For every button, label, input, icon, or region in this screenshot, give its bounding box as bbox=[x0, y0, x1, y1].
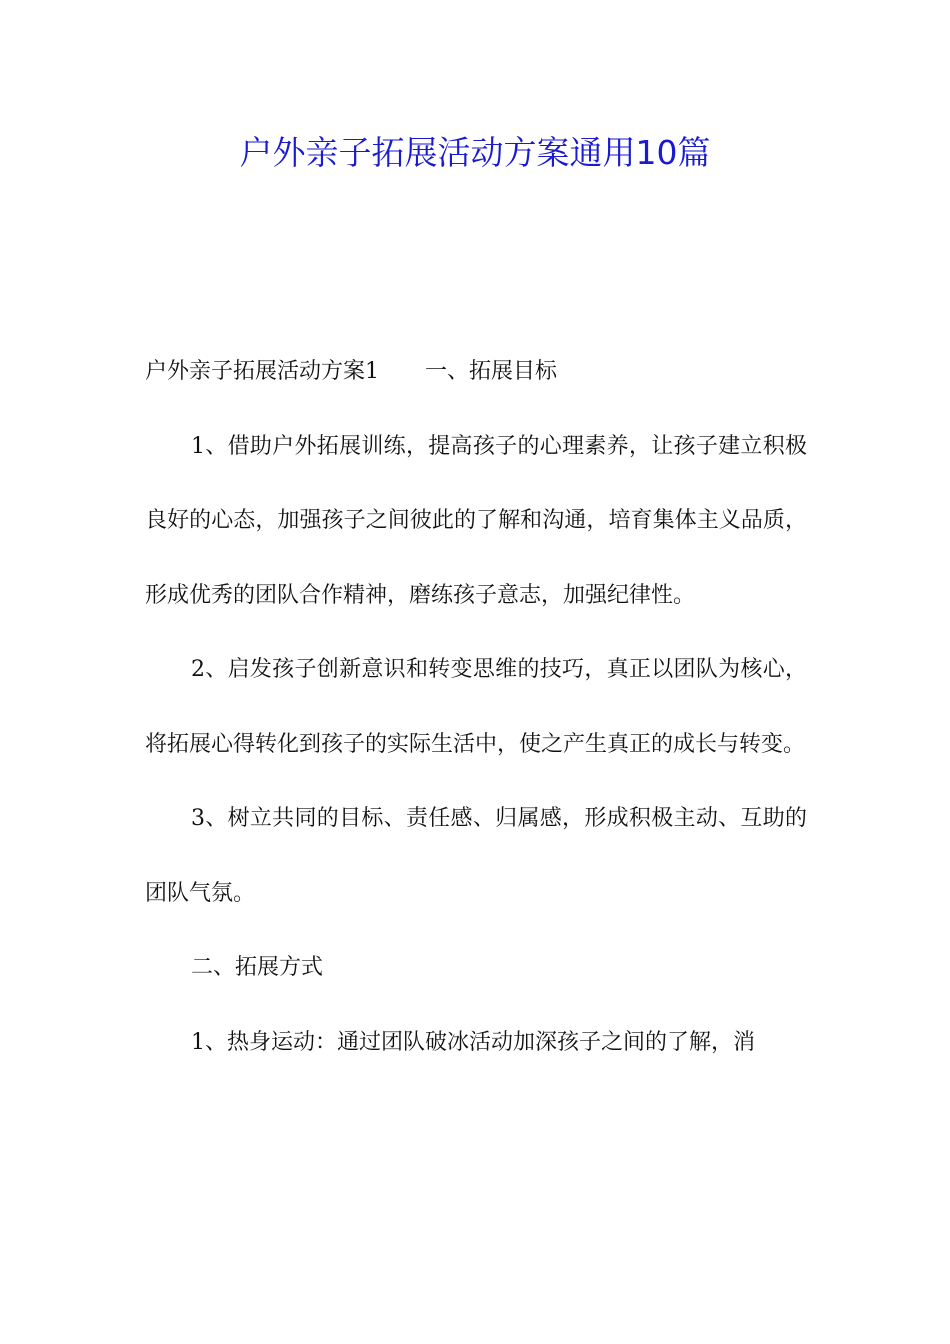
paragraph-goal-2: 2、启发孩子创新意识和转变思维的技巧，真正以团队为核心，将拓展心得转化到孩子的实际生活中，使之产生真正的成长与转变。 bbox=[145, 657, 807, 757]
paragraph-method-1: 1、热身运动：通过团队破冰活动加深孩子之间的了解，消 bbox=[191, 1029, 755, 1055]
document-title: 户外亲子拓展活动方案通用10篇 bbox=[239, 133, 711, 172]
document-body bbox=[145, 335, 807, 1080]
heading-methods: 二、拓展方式 bbox=[191, 955, 324, 980]
paragraph-goal-3: 3、树立共同的目标、责任感、归属感，形成积极主动、互助的团队气氛。 bbox=[145, 806, 807, 906]
paragraph-goal-1: 1、借助户外拓展训练，提高孩子的心理素养，让孩子建立积极良好的心态，加强孩子之间彼此的了解和沟通，培育集体主义品质，形成优秀的团队合作精神，磨练孩子意志，加强纪律性。 bbox=[145, 433, 807, 608]
heading-goals: 一、拓展目标 bbox=[425, 359, 558, 384]
section-intro-line bbox=[145, 335, 807, 410]
section-heading: 户外亲子拓展活动方案1 bbox=[145, 359, 379, 384]
